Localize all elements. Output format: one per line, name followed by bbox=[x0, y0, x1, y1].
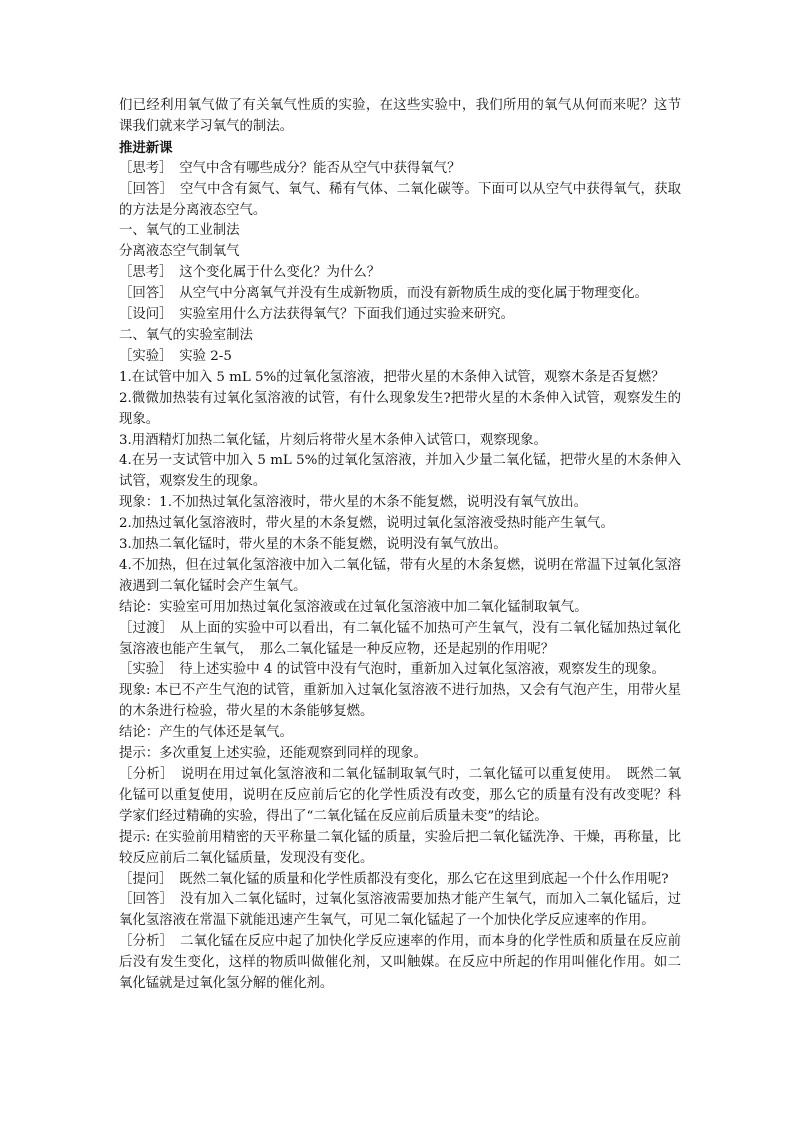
experiment-step: 2.微微加热装有过氧化氢溶液的试管，有什么现象发生?把带火星的木条伸入试管，观察发生的现象。 bbox=[119, 390, 681, 427]
phenomenon-paragraph: 3.加热二氧化锰时，带火星的木条不能复燃，说明没有氧气放出。 bbox=[119, 537, 507, 553]
hint-paragraph: 提示: 在实验前用精密的天平称量二氧化锰的质量，实验后把二氧化锰洗净、干燥，再称量，比较反应前后二氧化锰质量，发现没有变化。 bbox=[119, 829, 681, 866]
section-title-laboratory: 二、氧气的实验室制法 bbox=[119, 327, 253, 343]
experiment-step: 4.在另一支试管中加入 5 mL 5%的过氧化氢溶液，并加入少量二氧化锰，把带火星的木条伸入试管，观察发生的现象。 bbox=[119, 453, 681, 490]
question-paragraph: ［设问］ 实验室用什么方法获得氧气？下面我们通过实验来研究。 bbox=[119, 307, 515, 323]
answer-paragraph: ［回答］ 从空气中分离氧气并没有生成新物质，而没有新物质生成的变化属于物理变化。 bbox=[119, 286, 648, 302]
transition-paragraph: ［过渡］ 从上面的实验中可以看出，有二氧化锰不加热可产生氧气，没有二氧化锰加热过氧化氢溶液也能产生氧气， 那么二氧化锰是一种反应物，还是起别的作用呢？ bbox=[119, 620, 681, 657]
section-subtitle-liquid-air: 分离液态空气制氧气 bbox=[119, 244, 240, 260]
phenomenon-paragraph: 现象：1.不加热过氧化氢溶液时，带火星的木条不能复燃，说明没有氧气放出。 bbox=[119, 495, 588, 511]
experiment-step: 1.在试管中加入 5 mL 5%的过氧化氢溶液，把带火星的木条伸入试管，观察木条是否复燃？ bbox=[119, 369, 665, 385]
experiment-paragraph: ［实验］ 待上述实验中 4 的试管中没有气泡时，重新加入过氧化氢溶液，观察发生的现象。 bbox=[119, 662, 665, 678]
intro-paragraph: 们已经利用氧气做了有关氧气性质的实验，在这些实验中，我们所用的氧气从何而来呢？这节课我们就来学习氧气的制法。 bbox=[119, 98, 681, 134]
experiment-title: ［实验］ 实验 2-5 bbox=[119, 348, 232, 364]
section-heading-new-lesson: 推进新课 bbox=[119, 139, 173, 156]
conclusion-paragraph: 结论：产生的气体还是氧气。 bbox=[119, 725, 294, 741]
conclusion-paragraph: 结论：实验室可用加热过氧化氢溶液或在过氧化氢溶液中加二氧化锰制取氧气。 bbox=[119, 599, 588, 615]
phenomenon-paragraph: 4.不加热，但在过氧化氢溶液中加入二氧化锰，带有火星的木条复燃，说明在常温下过氧化氢溶液遇到二氧化锰时会产生氧气。 bbox=[119, 557, 681, 594]
answer-paragraph: ［回答］ 空气中含有氮气、氧气、稀有气体、二氧化碳等。下面可以从空气中获得氧气，获取的方法是分离液态空气。 bbox=[119, 181, 681, 218]
phenomenon-paragraph: 2.加热过氧化氢溶液时，带火星的木条复燃，说明过氧化氢溶液受热时能产生氧气。 bbox=[119, 516, 614, 532]
document-page bbox=[119, 96, 681, 995]
analysis-paragraph: ［分析］ 二氧化锰在反应中起了加快化学反应速率的作用，而本身的化学性质和质量在反应前后没有发生变化，这样的物质叫做催化剂，又叫触媒。在反应中所起的作用叫催化作用。如二氧化锰就是过氧化氢分解的催化剂。 bbox=[119, 934, 681, 992]
think-paragraph: ［思考］ 空气中含有哪些成分？能否从空气中获得氧气？ bbox=[119, 160, 461, 176]
answer-paragraph: ［回答］ 没有加入二氧化锰时，过氧化氢溶液需要加热才能产生氧气，而加入二氧化锰后，过氧化氢溶液在常温下就能迅速产生氧气，可见二氧化锰起了一个加快化学反应速率的作用。 bbox=[119, 892, 681, 929]
hint-paragraph: 提示：多次重复上述实验，还能观察到同样的现象。 bbox=[119, 746, 427, 762]
phenomenon-paragraph: 现象: 本已不产生气泡的试管，重新加入过氧化氢溶液不进行加热，又会有气泡产生，用带火星的木条进行检验，带火星的木条能够复燃。 bbox=[119, 683, 681, 720]
analysis-paragraph: ［分析］ 说明在用过氧化氢溶液和二氧化锰制取氧气时，二氧化锰可以重复使用。 既然二氧化锰可以重复使用，说明在反应前后它的化学性质没有改变，那么它的质量有没有改变呢？科学家们经过精确的实验，得出了“二氧化锰在反应前后质量未变”的结论。 bbox=[119, 767, 681, 824]
question-paragraph: ［提问］ 既然二氧化锰的质量和化学性质都没有变化，那么它在这里到底起一个什么作用呢? bbox=[119, 871, 669, 887]
section-title-industrial: 一、氧气的工业制法 bbox=[119, 223, 240, 239]
think-paragraph: ［思考］ 这个变化属于什么变化？为什么？ bbox=[119, 265, 381, 281]
experiment-step: 3.用酒精灯加热二氧化锰，片刻后将带火星木条伸入试管口，观察现象。 bbox=[119, 432, 547, 448]
